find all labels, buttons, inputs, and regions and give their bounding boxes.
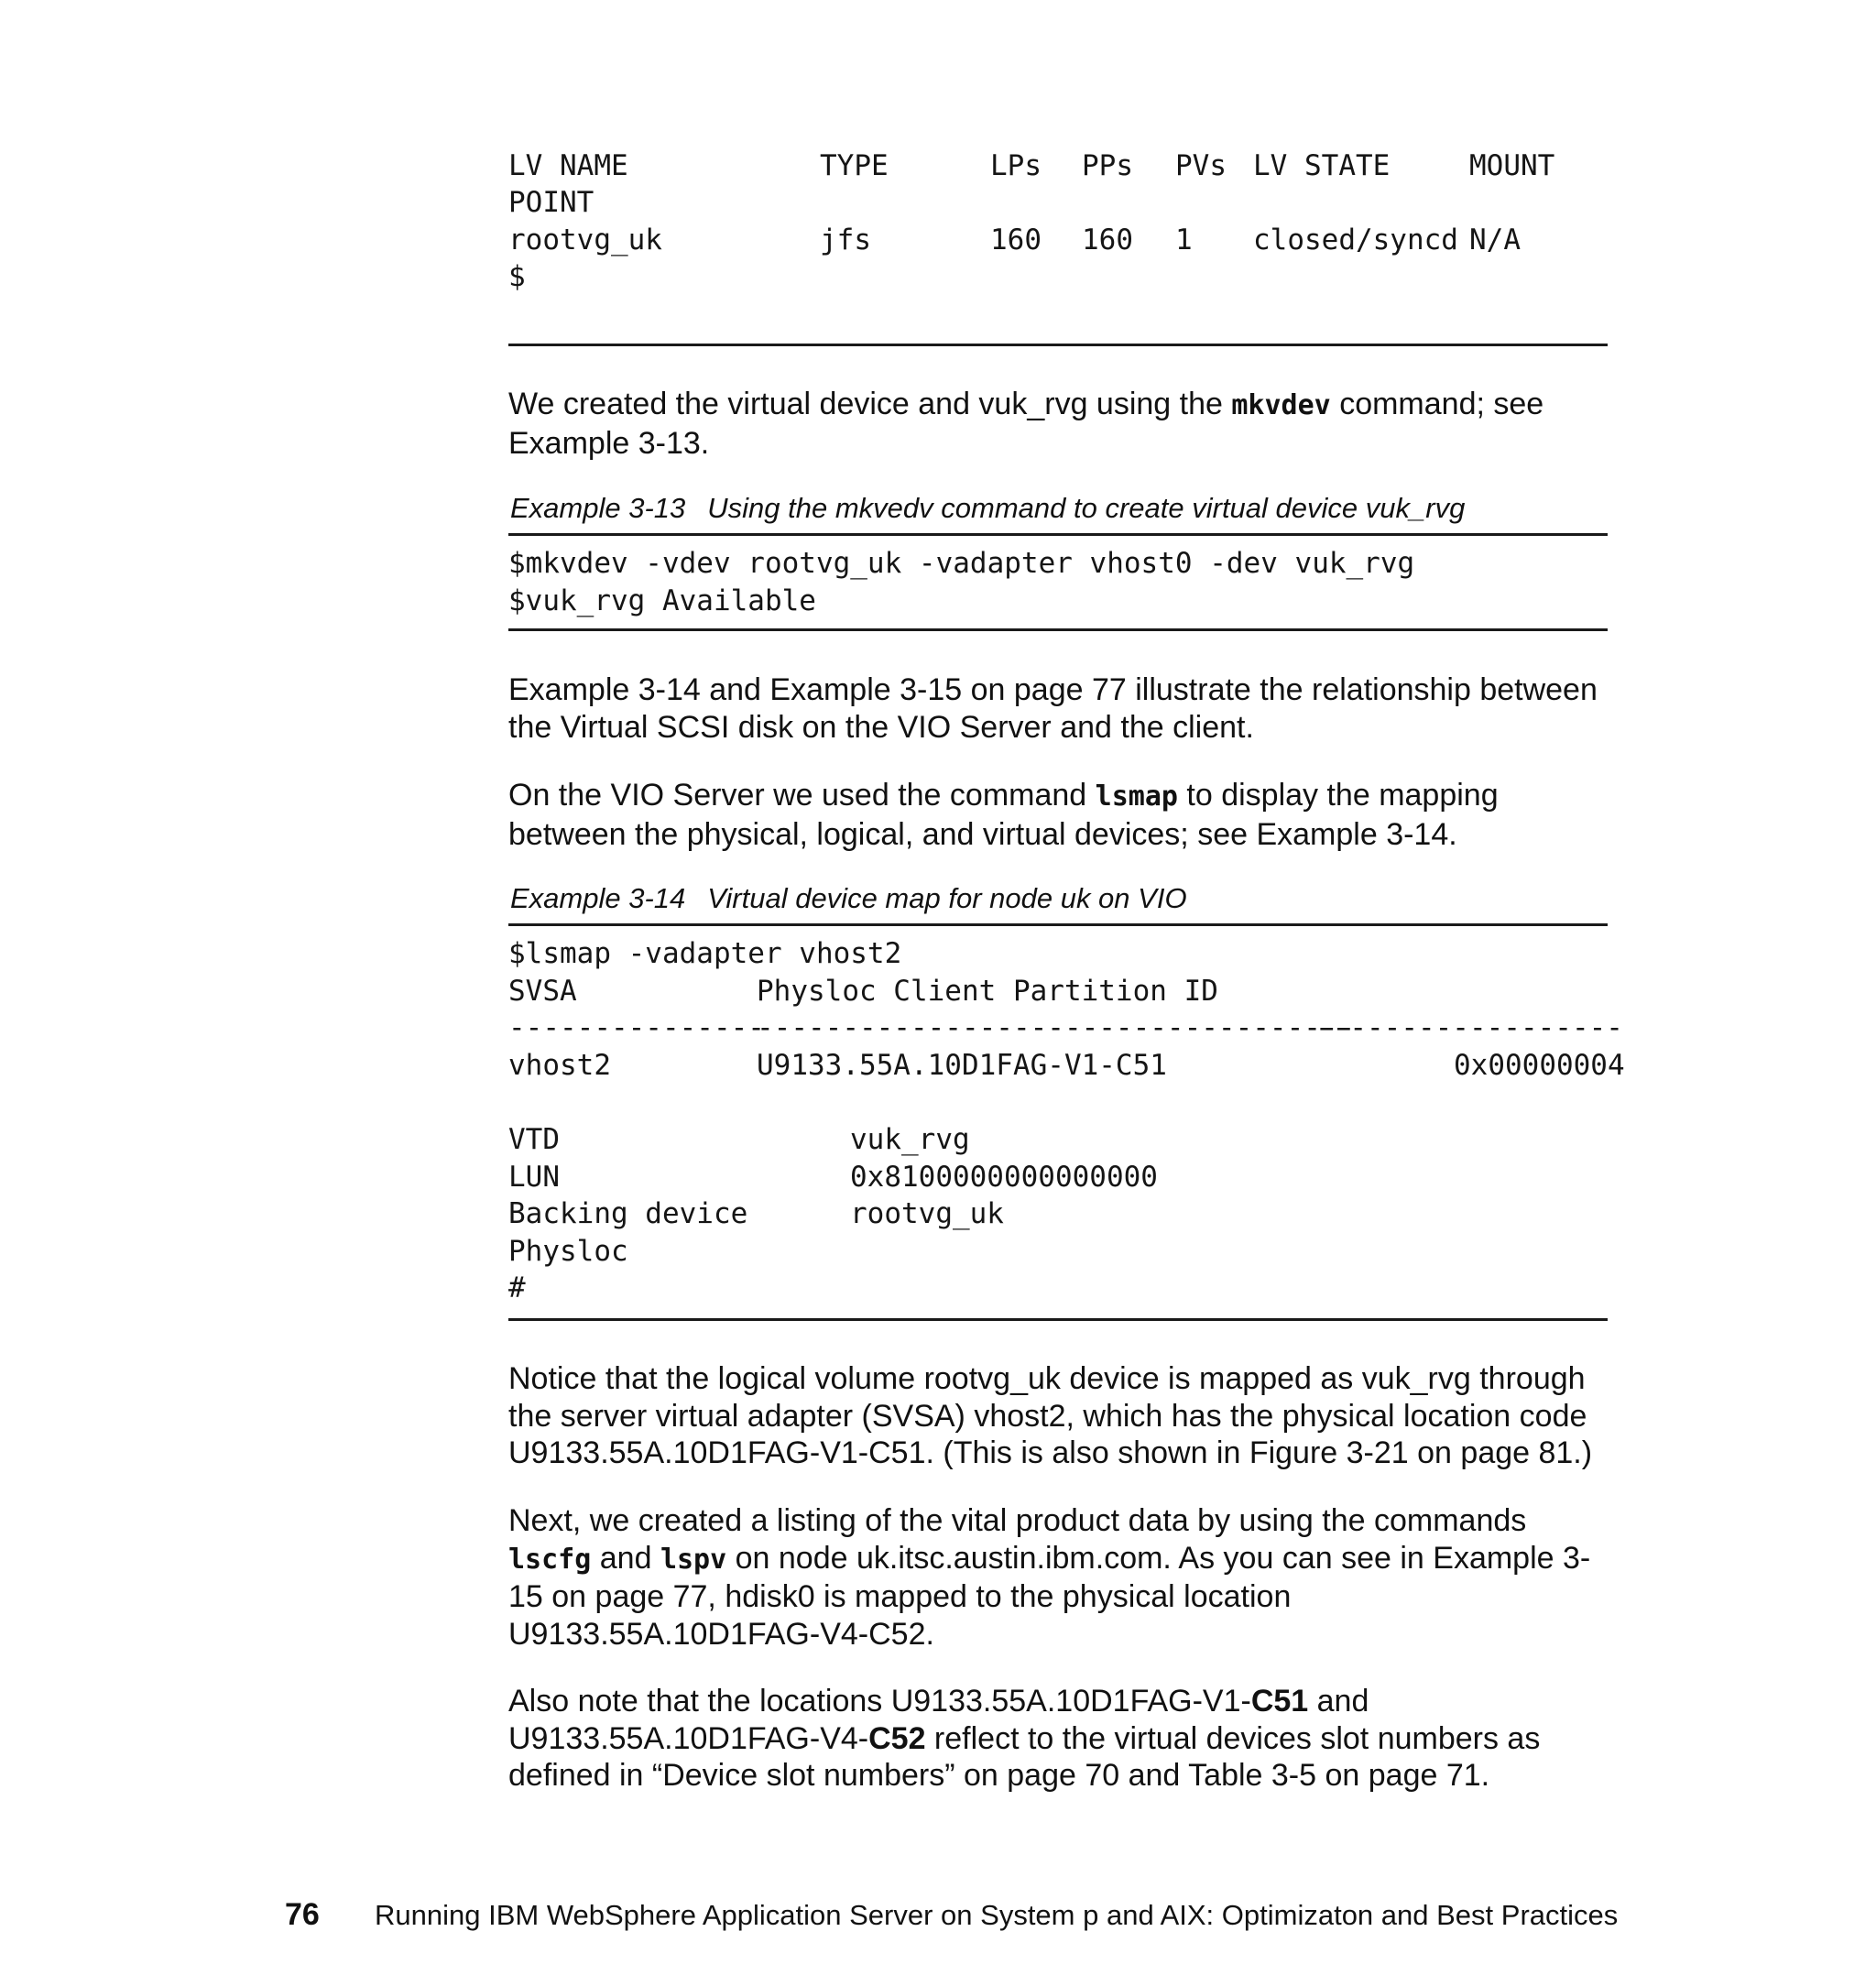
code-line: $vuk_rvg Available (508, 584, 816, 617)
text: Next, we created a listing of the vital product data by using the commands (508, 1503, 1527, 1538)
cell-type: jfs (820, 224, 871, 256)
command-lscfg: lscfg (508, 1543, 592, 1576)
cell-physloc: U9133.55A.10D1FAG-V1-C51 (757, 1049, 1167, 1082)
cell-pps: 160 (1082, 224, 1133, 256)
text: on node uk.itsc.austin.ibm.com. As you can see in Example 3-15 on page 77, hdisk0 is mapped to the physical location U9133.55A.10D1FAG-V4-C52. (508, 1540, 1591, 1652)
col-mount-point-wrap: POINT (508, 186, 594, 219)
cell-pvs: 1 (1175, 224, 1193, 256)
shell-prompt: $ (508, 260, 526, 293)
example-label: Example 3-14 (510, 882, 686, 914)
text: command; see Example 3-13. (508, 387, 1544, 461)
example-caption (510, 881, 1187, 916)
detail-label: VTD (508, 1123, 560, 1156)
bold-slot-c52: C52 (868, 1720, 926, 1756)
paragraph-lscfg-lspv (508, 1502, 1608, 1653)
paragraph-slot-numbers (508, 1683, 1608, 1795)
example-label: Example 3-13 (510, 492, 686, 524)
example-caption (510, 491, 1465, 526)
header-svsa: SVSA (508, 975, 577, 1008)
cell-lps: 160 (990, 224, 1042, 256)
text: and (591, 1540, 660, 1576)
text: On the VIO Server we used the command (508, 778, 1096, 813)
paragraph-mkvdev (508, 386, 1608, 462)
example-top-rule (508, 533, 1608, 536)
cell-svsa: vhost2 (508, 1049, 611, 1082)
command-lsmap: lsmap (1095, 780, 1178, 813)
dash-separator: ------------------ (1315, 1011, 1623, 1044)
example-bottom-rule (508, 1318, 1608, 1321)
col-type: TYPE (820, 149, 889, 182)
cell-lv-state: closed/syncd (1253, 224, 1458, 256)
text: reflect to the virtual devices slot numbers as defined in “Device slot numbers” on page 70 and Table 3-5 on page 71. (508, 1720, 1541, 1793)
detail-value: rootvg_uk (850, 1197, 1004, 1230)
cell-mount: N/A (1469, 224, 1521, 256)
header-physloc: Physloc Client Partition ID (757, 975, 1218, 1008)
example-title: Using the mkvedv command to create virtual device vuk_rvg (707, 492, 1466, 524)
cell-partition-id: 0x00000004 (1454, 1049, 1625, 1082)
paragraph-relationship: Example 3-14 and Example 3-15 on page 77 illustrate the relationship between the Virtual SCSI disk on the VIO Server and the client. (508, 672, 1598, 745)
detail-label: LUN (508, 1161, 560, 1194)
text: and U9133.55A.10D1FAG-V4- (508, 1684, 1369, 1756)
example-title: Virtual device map for node uk on VIO (707, 882, 1187, 914)
detail-value: vuk_rvg (850, 1123, 970, 1156)
example-top-rule (508, 923, 1608, 926)
col-lv-state: LV STATE (1253, 149, 1391, 182)
example-bottom-rule (508, 628, 1608, 631)
col-pvs: PVs (1175, 149, 1227, 182)
col-pps: PPs (1082, 149, 1133, 182)
detail-label: Backing device (508, 1197, 748, 1230)
code-line: $mkvdev -vdev rootvg_uk -vadapter vhost0 -dev vuk_rvg (508, 547, 1415, 580)
dash-separator: ----------------------------------- (757, 1011, 1356, 1044)
page-number: 76 (285, 1897, 320, 1932)
text: to display the mapping between the physical, logical, and virtual devices; see Example 3-14. (508, 778, 1499, 852)
code-line: $lsmap -vadapter vhost2 (508, 937, 902, 970)
bold-slot-c51: C51 (1250, 1684, 1309, 1719)
paragraph-lsmap (508, 777, 1608, 853)
text: Also note that the locations U9133.55A.10D1FAG-V1- (508, 1684, 1251, 1719)
shell-prompt: # (508, 1271, 526, 1304)
col-mount: MOUNT (1469, 149, 1555, 182)
command-mkvdev: mkvdev (1231, 389, 1331, 421)
col-lps: LPs (990, 149, 1042, 182)
detail-label: Physloc (508, 1235, 628, 1268)
cell-lv-name: rootvg_uk (508, 224, 662, 256)
book-title: Running IBM WebSphere Application Server on System p and AIX: Optimizaton and Best Practices (375, 1899, 1619, 1931)
dash-separator: --------------- (508, 1011, 765, 1044)
detail-value: 0x8100000000000000 (850, 1161, 1158, 1194)
text: We created the virtual device and vuk_rvg using the (508, 387, 1232, 421)
col-lv-name: LV NAME (508, 149, 628, 182)
command-lspv: lspv (660, 1543, 727, 1576)
paragraph-notice: Notice that the logical volume rootvg_uk device is mapped as vuk_rvg through the server virtual adapter (SVSA) vhost2, which has the physical location code U9133.55A.10D1FAG-V1-C51. (This is also shown in Figure 3-21 on page 81.) (508, 1361, 1593, 1470)
example-bottom-rule (508, 344, 1608, 346)
